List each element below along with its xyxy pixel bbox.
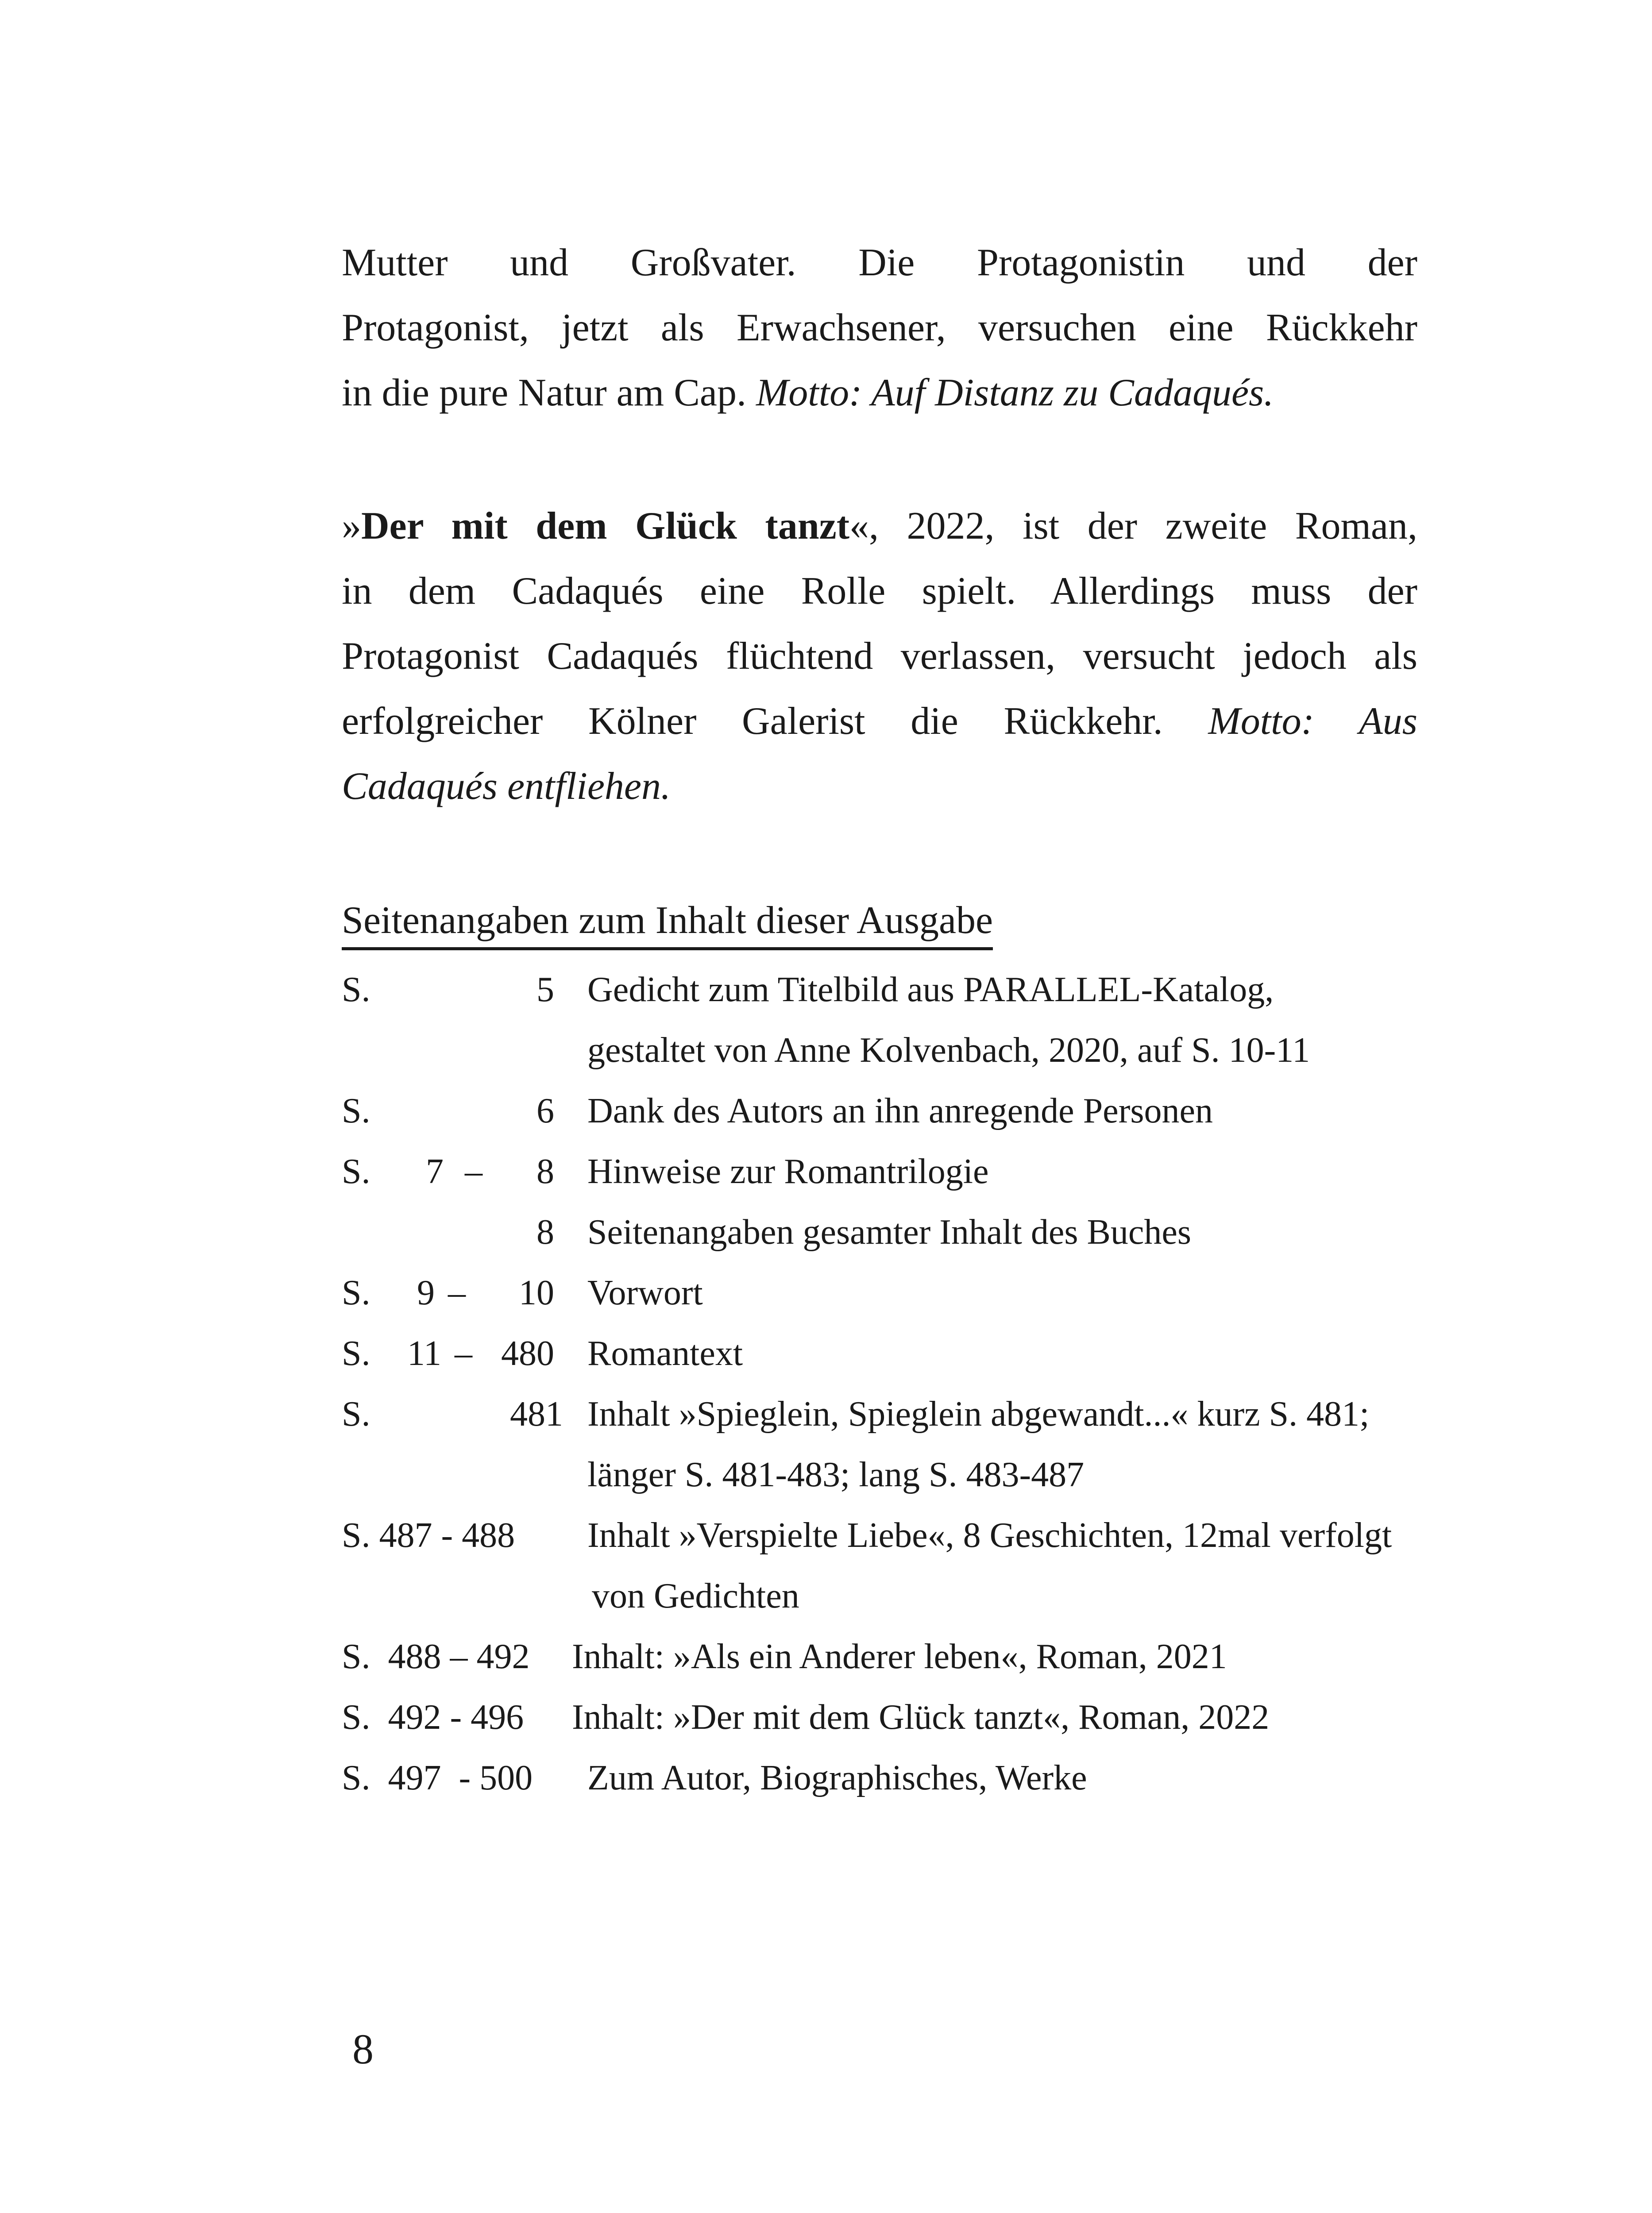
line-text: erfolgreicher Kölner Galerist die Rückkehr. bbox=[342, 700, 1208, 743]
toc-row bbox=[342, 1020, 1448, 1081]
toc-row bbox=[342, 1445, 1448, 1505]
toc-description: Inhalt »Spieglein, Spieglein abgewandt...« kurz S. 481; bbox=[587, 1395, 1370, 1434]
toc-dash: – bbox=[455, 1334, 472, 1373]
toc-page-range: S. 488 – 492 bbox=[342, 1637, 530, 1676]
toc-description: gestaltet von Anne Kolvenbach, 2020, auf S. 10-11 bbox=[587, 1031, 1310, 1070]
toc-row bbox=[342, 1748, 1448, 1808]
page-number: 8 bbox=[352, 2025, 374, 2073]
motto-text: Motto: Aus bbox=[1208, 700, 1417, 743]
paragraph-trilogy-part1 bbox=[342, 230, 1417, 425]
toc-row bbox=[342, 1687, 1448, 1748]
toc-row bbox=[342, 1263, 1448, 1323]
toc-heading: Seitenangaben zum Inhalt dieser Ausgabe bbox=[342, 894, 993, 950]
toc-page-to: 5 bbox=[537, 970, 554, 1009]
toc-page-to: 8 bbox=[537, 1152, 554, 1191]
toc-row bbox=[342, 1141, 1448, 1202]
toc-page-range: S. 492 - 496 bbox=[342, 1698, 524, 1737]
toc-description: Seitenangaben gesamter Inhalt des Buches bbox=[587, 1213, 1191, 1252]
text-line bbox=[342, 754, 1417, 819]
toc-description: Inhalt »Verspielte Liebe«, 8 Geschichten, 12mal verfolgt bbox=[587, 1516, 1392, 1555]
text-line: Protagonist, jetzt als Erwachsener, versuchen eine Rückkehr bbox=[342, 306, 1417, 349]
toc-page-range: S. 487 - 488 bbox=[342, 1516, 515, 1555]
toc-page-from: 11 bbox=[407, 1334, 441, 1373]
toc-page-range: S. 497 - 500 bbox=[342, 1758, 533, 1797]
toc-dash: – bbox=[465, 1152, 482, 1191]
line-text: in die pure Natur am Cap. bbox=[342, 371, 756, 414]
text-line bbox=[342, 360, 1417, 425]
toc-description: Zum Autor, Biographisches, Werke bbox=[587, 1758, 1087, 1797]
motto-text: Cadaqués entfliehen. bbox=[342, 765, 671, 808]
text-line: in dem Cadaqués eine Rolle spielt. Allerdings muss der bbox=[342, 570, 1417, 613]
toc-description: Dank des Autors an ihn anregende Personen bbox=[587, 1091, 1213, 1130]
toc-row bbox=[342, 960, 1448, 1020]
paragraph-novel-glueck bbox=[342, 493, 1417, 819]
toc-page-to: 6 bbox=[537, 1091, 554, 1130]
toc-page-to: 481 bbox=[510, 1395, 563, 1434]
line-text: «, 2022, ist der zweite Roman, bbox=[849, 505, 1417, 547]
toc-description: Hinweise zur Romantrilogie bbox=[587, 1152, 989, 1191]
toc-s-label: S. bbox=[342, 1091, 371, 1130]
toc-s-label: S. bbox=[342, 1273, 371, 1312]
toc-description: Gedicht zum Titelbild aus PARALLEL-Katalog, bbox=[587, 970, 1274, 1009]
toc-s-label: S. bbox=[342, 1152, 371, 1191]
toc-s-label: S. bbox=[342, 970, 371, 1009]
toc-page-from: 7 bbox=[426, 1152, 444, 1191]
text-line bbox=[342, 493, 1417, 559]
toc-description: Romantext bbox=[587, 1334, 743, 1373]
novel-title: Der mit dem Glück tanzt bbox=[361, 505, 850, 547]
toc-row bbox=[342, 1505, 1448, 1566]
toc-s-label: S. bbox=[342, 1334, 371, 1373]
text-line bbox=[342, 689, 1417, 754]
toc-page-to: 8 bbox=[537, 1213, 554, 1252]
toc-description: Vorwort bbox=[587, 1273, 703, 1312]
motto-text: Motto: Auf Distanz zu Cadaqués. bbox=[756, 371, 1274, 414]
toc-description: Inhalt: »Als ein Anderer leben«, Roman, 2021 bbox=[572, 1637, 1227, 1676]
toc-page-to: 10 bbox=[519, 1273, 554, 1312]
toc-page-to: 480 bbox=[501, 1334, 554, 1373]
toc-description: von Gedichten bbox=[592, 1577, 799, 1615]
toc-row bbox=[342, 1323, 1448, 1384]
quote-open: » bbox=[342, 505, 361, 547]
toc-row bbox=[342, 1566, 1448, 1627]
toc-row bbox=[342, 1384, 1448, 1445]
toc-description: länger S. 481-483; lang S. 483-487 bbox=[587, 1455, 1085, 1494]
toc-row bbox=[342, 1202, 1448, 1263]
text-line: Protagonist Cadaqués flüchtend verlassen, versucht jedoch als bbox=[342, 635, 1417, 678]
toc-row bbox=[342, 1627, 1448, 1687]
toc-page-from: 9 bbox=[417, 1273, 435, 1312]
toc-row bbox=[342, 1081, 1448, 1141]
toc-dash: – bbox=[448, 1273, 466, 1312]
table-of-contents bbox=[342, 960, 1448, 1808]
toc-s-label: S. bbox=[342, 1395, 371, 1434]
toc-description: Inhalt: »Der mit dem Glück tanzt«, Roman, 2022 bbox=[572, 1698, 1270, 1737]
text-line: Mutter und Großvater. Die Protagonistin und der bbox=[342, 241, 1417, 284]
